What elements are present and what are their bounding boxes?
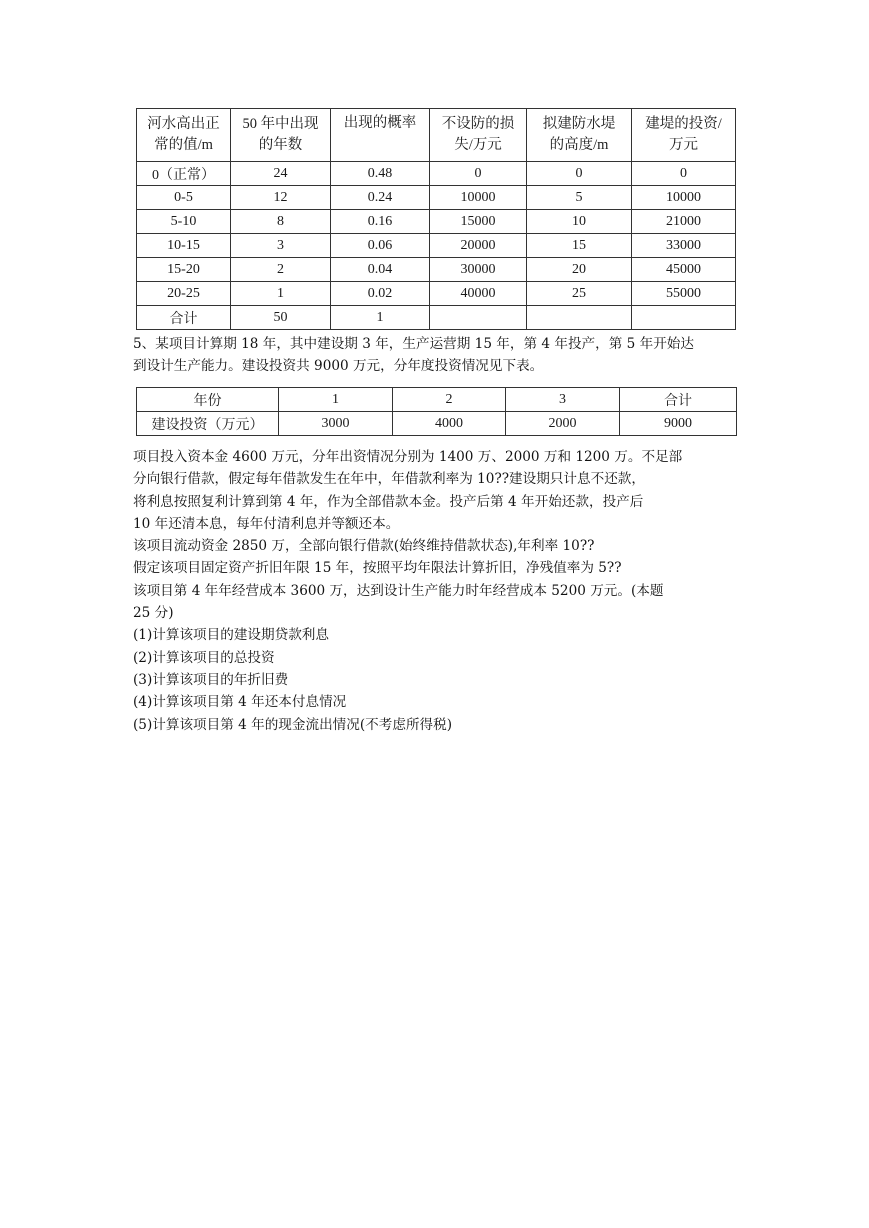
- table-cell: 21000: [632, 210, 736, 234]
- table-cell: 8: [231, 210, 331, 234]
- header-cell-loss: 不设防的损 失/万元: [430, 109, 527, 162]
- table-cell: 25: [527, 282, 632, 306]
- table-cell: 合计: [137, 306, 231, 330]
- table-cell: 0: [527, 162, 632, 186]
- table-cell: 20000: [430, 234, 527, 258]
- table-cell: 2000: [506, 412, 620, 436]
- table-cell: 5: [527, 186, 632, 210]
- table-cell: 3: [231, 234, 331, 258]
- table-cell: 10: [527, 210, 632, 234]
- table-cell: 建设投资（万元）: [137, 412, 279, 436]
- table-row-total: [137, 306, 736, 330]
- sub-question: (2)计算该项目的总投资: [133, 649, 275, 666]
- table-row: [137, 186, 736, 210]
- table-cell: 12: [231, 186, 331, 210]
- table-cell: 9000: [620, 412, 737, 436]
- investment-table: [136, 387, 737, 436]
- table-cell: 3000: [279, 412, 393, 436]
- table-cell: 0.16: [331, 210, 430, 234]
- sub-question: (3)计算该项目的年折旧费: [133, 671, 289, 688]
- table-cell: 20: [527, 258, 632, 282]
- table-cell: 5-10: [137, 210, 231, 234]
- table-cell: 0.24: [331, 186, 430, 210]
- table-cell: 45000: [632, 258, 736, 282]
- question-5-body: [133, 446, 682, 736]
- table-cell: 1: [279, 388, 393, 412]
- header-cell-dike-investment: 建堤的投资/ 万元: [632, 109, 736, 162]
- sub-question: (4)计算该项目第 4 年还本付息情况: [133, 694, 347, 711]
- table-cell: 0（正常）: [137, 162, 231, 186]
- table-cell: 50: [231, 306, 331, 330]
- table-cell: 15-20: [137, 258, 231, 282]
- table-cell: 24: [231, 162, 331, 186]
- flood-table-header-row: [137, 109, 736, 162]
- table-row: [137, 282, 736, 306]
- header-cell-probability: 出现的概率: [331, 109, 430, 162]
- table-cell: 0.06: [331, 234, 430, 258]
- header-cell-years: 50 年中出现 的年数: [231, 109, 331, 162]
- investment-table-row: [137, 412, 737, 436]
- table-cell: 1: [331, 306, 430, 330]
- table-row: [137, 258, 736, 282]
- table-cell: 10-15: [137, 234, 231, 258]
- table-cell: 3: [506, 388, 620, 412]
- text-line: 分向银行借款，假定每年借款发生在年中，年借款利率为 10??建设期只计息不还款，: [133, 471, 645, 488]
- table-cell: 15: [527, 234, 632, 258]
- text-line: 10 年还清本息，每年付清利息并等额还本。: [133, 515, 400, 532]
- text-line: 5、某项目计算期 18 年，其中建设期 3 年，生产运营期 15 年，第 4 年投产，第 5 年开始达: [133, 336, 694, 352]
- question-5-intro: [133, 333, 694, 378]
- sub-question: (1)计算该项目的建设期贷款利息: [133, 627, 329, 644]
- table-cell: [527, 306, 632, 330]
- table-cell: 10000: [632, 186, 736, 210]
- table-cell: [632, 306, 736, 330]
- text-line: 到设计生产能力。建设投资共 9000 万元，分年度投资情况见下表。: [133, 358, 544, 375]
- table-cell: 4000: [393, 412, 506, 436]
- header-cell-water-height: 河水高出正 常的值/m: [137, 109, 231, 162]
- table-cell: 40000: [430, 282, 527, 306]
- table-row: [137, 162, 736, 186]
- table-cell: 20-25: [137, 282, 231, 306]
- table-cell: 0.02: [331, 282, 430, 306]
- text-line: 该项目第 4 年年经营成本 3600 万，达到设计生产能力时年经营成本 5200 万元。(本题: [133, 582, 664, 599]
- investment-table-header-row: [137, 388, 737, 412]
- table-cell: 2: [231, 258, 331, 282]
- text-line: 项目投入资本金 4600 万元，分年出资情况分别为 1400 万、2000 万和 1200 万。不足部: [133, 449, 683, 465]
- table-cell: 2: [393, 388, 506, 412]
- text-line: 将利息按照复利计算到第 4 年，作为全部借款本金。投产后第 4 年开始还款，投产后: [133, 493, 644, 510]
- table-cell: 33000: [632, 234, 736, 258]
- text-line: 该项目流动资金 2850 万，全部向银行借款(始终维持借款状态),年利率 10??: [133, 538, 595, 555]
- table-cell: 合计: [620, 388, 737, 412]
- sub-question: (5)计算该项目第 4 年的现金流出情况(不考虑所得税): [133, 716, 453, 733]
- text-line: 25 分): [133, 605, 174, 622]
- table-cell: 0.48: [331, 162, 430, 186]
- table-cell: 10000: [430, 186, 527, 210]
- table-cell: 0.04: [331, 258, 430, 282]
- table-row: [137, 234, 736, 258]
- text-line: 假定该项目固定资产折旧年限 15 年，按照平均年限法计算折旧，净残值率为 5??: [133, 560, 622, 577]
- table-cell: 0-5: [137, 186, 231, 210]
- header-cell-dike-height: 拟建防水堤 的高度/m: [527, 109, 632, 162]
- table-cell: [430, 306, 527, 330]
- flood-table: [136, 108, 736, 330]
- table-cell: 年份: [137, 388, 279, 412]
- table-row: [137, 210, 736, 234]
- table-cell: 55000: [632, 282, 736, 306]
- table-cell: 15000: [430, 210, 527, 234]
- table-cell: 1: [231, 282, 331, 306]
- table-cell: 0: [430, 162, 527, 186]
- table-cell: 0: [632, 162, 736, 186]
- table-cell: 30000: [430, 258, 527, 282]
